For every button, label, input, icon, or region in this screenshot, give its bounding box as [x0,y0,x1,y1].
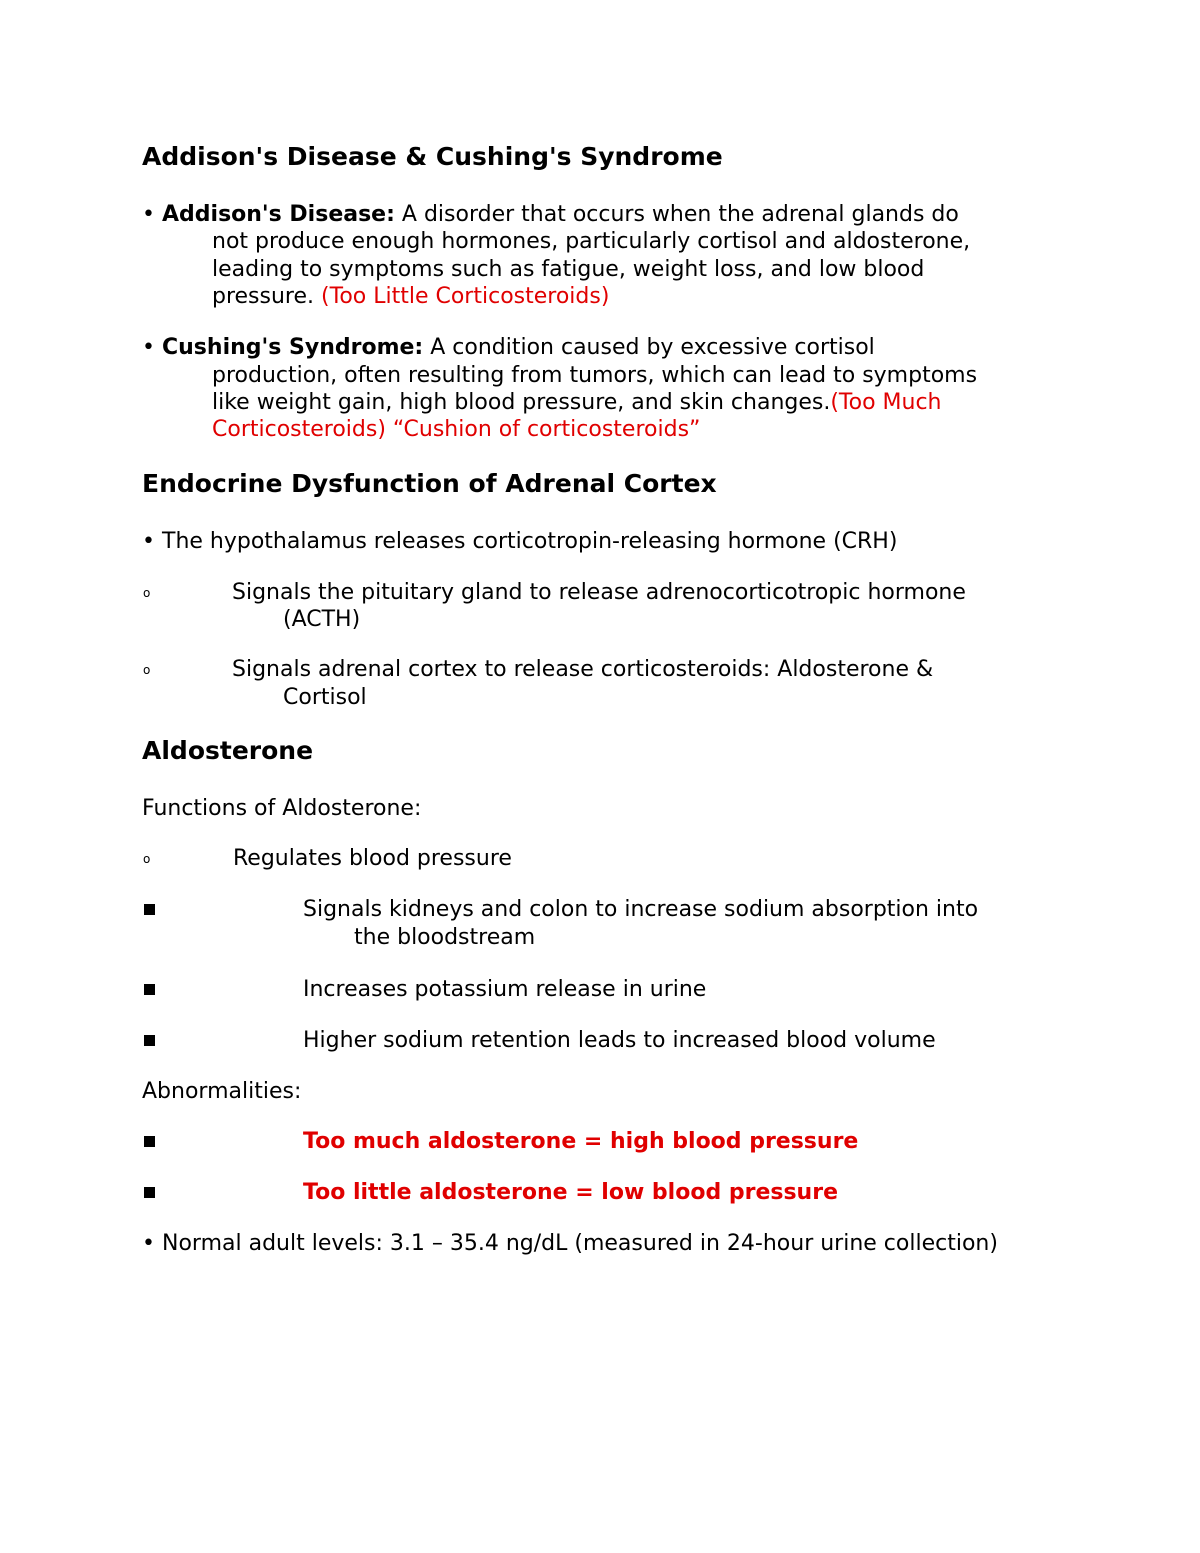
abnormalities-label: Abnormalities: [142,1079,302,1104]
hypothalamus-item: The hypothalamus releases corticotropin-releasing hormone (CRH) [162,529,898,554]
square-bullet-marker [144,1187,155,1198]
cushing-text-3: like weight gain, high blood pressure, and skin changes. [212,390,831,415]
too-little-aldosterone: Too little aldosterone = low blood pressure [303,1180,838,1205]
adrenal-line-1: Signals adrenal cortex to release corticosteroids: Aldosterone & [232,657,934,682]
regulates-item: Regulates blood pressure [233,846,512,871]
square-bullet-marker [144,984,155,995]
sodium-item: Higher sodium retention leads to increased blood volume [303,1028,936,1053]
addison-text-1: A disorder that occurs when the adrenal glands do [401,202,959,227]
cushing-line-1 [162,334,875,361]
square-bullet-marker [144,904,155,915]
square-bullet-marker [144,1035,155,1046]
normal-levels-item: Normal adult levels: 3.1 – 35.4 ng/dL (measured in 24-hour urine collection) [162,1231,998,1256]
addison-note: (Too Little Corticosteroids) [321,284,610,309]
sub-bullet-marker: o [143,852,151,866]
bullet-marker: • [142,529,155,554]
addison-text-4: pressure. [212,284,315,309]
addison-term: Addison's Disease: [162,202,395,227]
cushing-note-2: Corticosteroids) “Cushion of corticosteroids” [212,417,701,442]
kidneys-line-2: the bloodstream [354,925,536,950]
addison-line-1 [162,201,959,228]
cushing-text-1: A condition caused by excessive cortisol [430,335,875,360]
square-bullet-marker [144,1136,155,1147]
cushing-note-1: (Too Much [830,390,942,415]
addison-line-2: not produce enough hormones, particularly cortisol and aldosterone, [212,229,971,254]
cushing-line-2: production, often resulting from tumors, which can lead to symptoms [212,363,978,388]
bullet-marker: • [142,1231,155,1256]
addison-line-3: leading to symptoms such as fatigue, weight loss, and low blood [212,257,925,282]
adrenal-line-2: Cortisol [283,685,367,710]
kidneys-line-1: Signals kidneys and colon to increase sodium absorption into [303,897,979,922]
potassium-item: Increases potassium release in urine [303,977,707,1002]
section-title-addison-cushing: Addison's Disease & Cushing's Syndrome [142,142,723,171]
sub-bullet-marker: o [143,663,151,677]
section-title-endocrine: Endocrine Dysfunction of Adrenal Cortex [142,469,717,498]
addison-line-4 [212,283,609,310]
cushing-line-3 [212,389,942,416]
cushing-term: Cushing's Syndrome: [162,335,424,360]
section-title-aldosterone: Aldosterone [142,736,314,765]
pituitary-line-2: (ACTH) [283,607,361,632]
bullet-marker: • [142,202,155,227]
pituitary-line-1: Signals the pituitary gland to release adrenocorticotropic hormone [232,580,966,605]
functions-label: Functions of Aldosterone: [142,796,422,821]
bullet-marker: • [142,335,155,360]
sub-bullet-marker: o [143,586,151,600]
too-much-aldosterone: Too much aldosterone = high blood pressure [303,1129,859,1154]
